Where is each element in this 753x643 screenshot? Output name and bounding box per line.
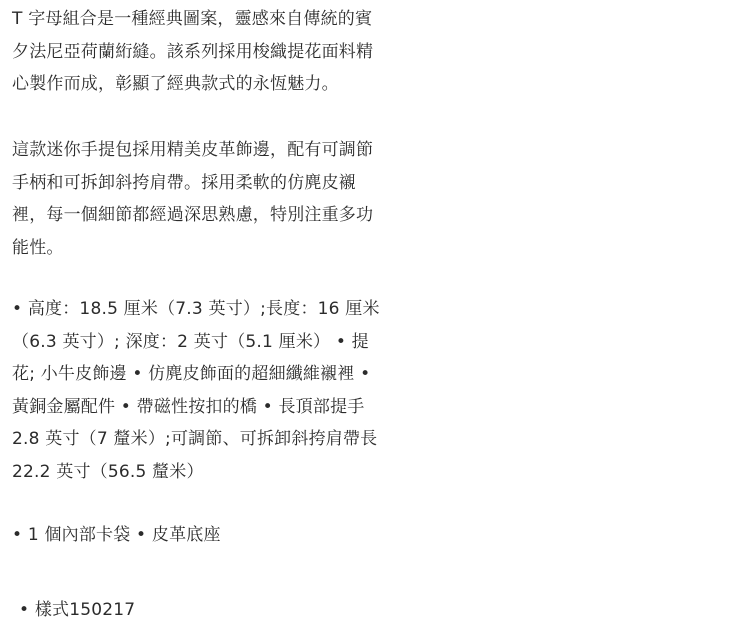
- features-paragraph: 這款迷你手提包採用精美皮革飾邊，配有可調節手柄和可拆卸斜挎肩帶。採用柔軟的仿麂皮襯裡，每一個細節都經過深思熟慮，特別注重多功能性。: [12, 140, 374, 258]
- intro-paragraph: T 字母組合是一種經典圖案，靈感來自傳統的賓夕法尼亞荷蘭絎縫。該系列採用梭織提花面料精心製作而成，彰顯了經典款式的永恆魅力。: [12, 9, 374, 94]
- specs-list: • 高度：18.5 厘米（7.3 英寸）;長度：16 厘米（6.3 英寸）; 深度：2 英寸（5.1 厘米） • 提花; 小牛皮飾邊 • 仿麂皮飾面的超細纖維襯裡 • 黃銅金屬配件 • 帶磁性按扣的橋 • 長頂部提手 2.8 英寸（7 釐米）;可調節、可拆卸斜挎肩帶長 22.2 英寸（56.5 釐米）: [12, 299, 380, 482]
- pocket-list: • 1 個內部卡袋 • 皮革底座: [12, 525, 221, 545]
- style-number: • 樣式150217: [19, 600, 136, 620]
